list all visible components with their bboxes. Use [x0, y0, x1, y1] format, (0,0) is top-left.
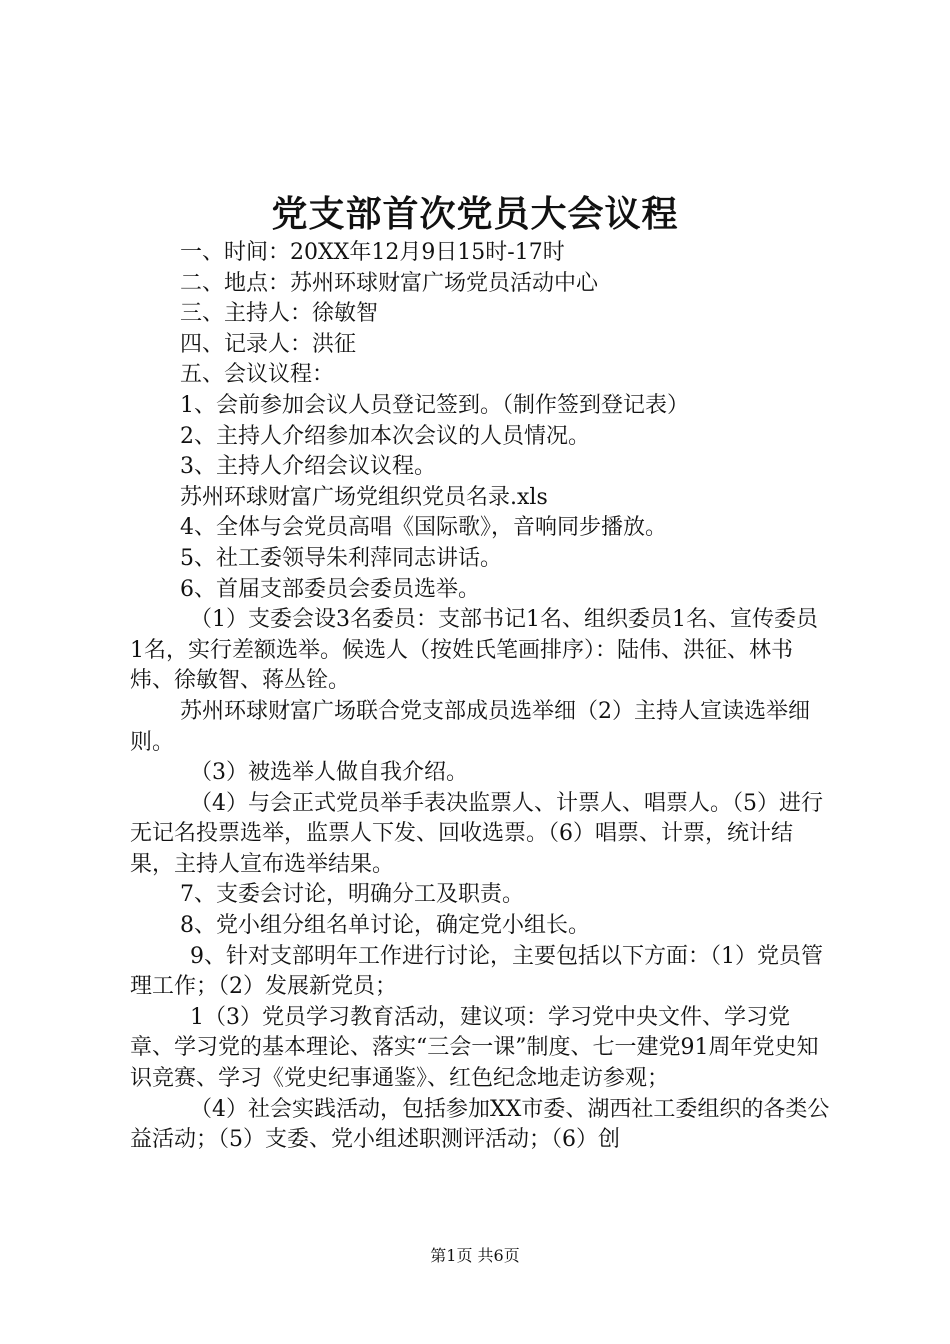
page-number-footer: 第1页 共6页	[430, 1246, 520, 1265]
agenda-item-3: 3、主持人介绍会议议程。	[180, 454, 436, 480]
agenda-heading: 五、会议议程：	[180, 362, 335, 388]
meeting-recorder: 四、记录人：洪征	[180, 331, 357, 357]
work-item-4-6: （4）社会实践活动，包括参加XX市委、湖西社工委组织的各类公益活动；（5）支委、党小组述职测评活动；（6）创	[130, 1096, 830, 1153]
agenda-item-2: 2、主持人介绍参加本次会议的人员情况。	[180, 423, 590, 449]
agenda-item-4: 4、全体与会党员高唱《国际歌》，音响同步播放。	[180, 515, 667, 541]
meeting-time: 一、时间：20XX年12月9日15时-17时	[180, 240, 565, 265]
agenda-item-8: 8、党小组分组名单讨论，确定党小组长。	[180, 913, 590, 939]
agenda-item-1: 1、会前参加会议人员登记签到。（制作签到登记表）	[180, 392, 689, 418]
agenda-item-9: 9、针对支部明年工作进行讨论，主要包括以下方面：（1）党员管理工作；（2）发展新党员；	[130, 943, 823, 1000]
agenda-item-7: 7、支委会讨论，明确分工及职责。	[180, 882, 524, 908]
agenda-item-5: 5、社工委领导朱利萍同志讲话。	[180, 545, 502, 571]
election-steps-4-6: （4）与会正式党员举手表决监票人、计票人、唱票人。（5）进行无记名投票选举，监票人下发、回收选票。（6）唱票、计票，统计结果，主持人宣布选举结果。	[130, 790, 823, 877]
document-title: 党支部首次党员大会议程	[271, 193, 679, 235]
election-step-3: （3）被选举人做自我介绍。	[190, 760, 468, 786]
document-body	[130, 238, 830, 1156]
work-item-3: 1（3）党员学习教育活动，建议项：学习党中央文件、学习党章、学习党的基本理论、落实“三会一课”制度、七一建党91周年党史知识竞赛、学习《党史纪事通鉴》、红色纪念地走访参观；	[130, 1004, 819, 1092]
agenda-item-6: 6、首届支部委员会委员选举。	[180, 576, 480, 602]
member-list-file: 苏州环球财富广场党组织党员名录.xls	[180, 484, 548, 510]
election-step-1: （1）支委会设3名委员：支部书记1名、组织委员1名、宣传委员1名，实行差额选举。候选人（按姓氏笔画排序）：陆伟、洪征、林书炜、徐敏智、蒋丛铨。	[130, 607, 818, 694]
election-step-2: 苏州环球财富广场联合党支部成员选举细（2）主持人宣读选举细则。	[130, 698, 810, 755]
meeting-location: 二、地点：苏州环球财富广场党员活动中心	[180, 270, 599, 296]
meeting-host: 三、主持人：徐敏智	[180, 301, 379, 327]
